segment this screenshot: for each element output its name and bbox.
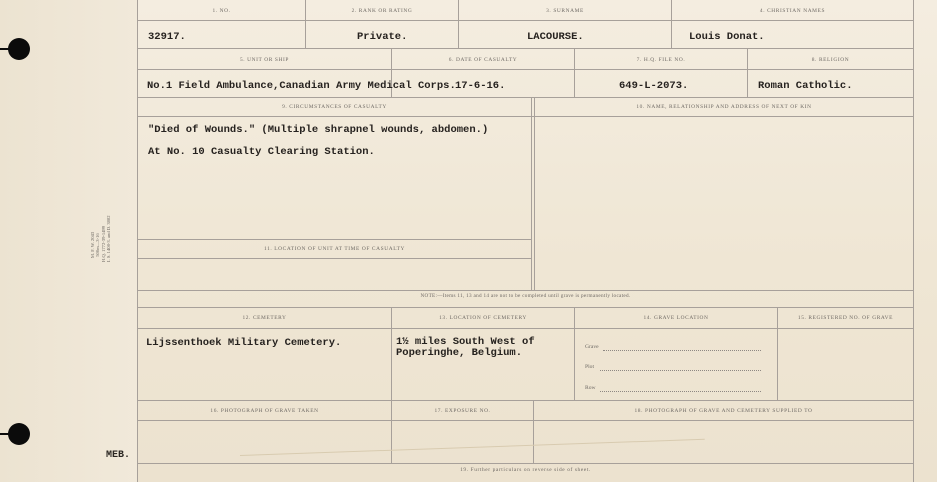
form-ref-line: M. F. W. 2043 [90,231,95,259]
punch-hole-bottom [8,423,30,445]
cemetery-location-line-2: Poperinghe, Belgium. [396,347,523,359]
plot-dotted-line [600,370,761,371]
grave-location-label: 14. GRAVE LOCATION [643,315,709,321]
photo-supplied-label: 18. PHOTOGRAPH OF GRAVE AND CEMETERY SUPPLIED TO [634,408,813,414]
file-no-label: 7. H.Q. FILE NO. [636,57,686,63]
registered-no-label: 15. REGISTERED NO. OF GRAVE [797,315,894,321]
frame-right [913,0,914,482]
exposure-no-label: 17. EXPOSURE NO. [434,408,491,414]
cemetery-label: 12. CEMETERY [242,315,287,321]
form-ref-line: I. S. 1408-3. and D. 3882 [106,215,112,262]
rule [137,400,914,401]
rule [747,48,748,97]
circumstances-label: 9. CIRCUMSTANCES OF CASUALTY [282,104,387,110]
completion-note: NOTE:—Items 11, 13 and 14 are not to be completed until grave is permanently located. [420,293,631,299]
rule [137,116,914,117]
rule [137,328,914,329]
clerk-initials: MEB. [106,450,131,461]
rule [137,258,532,259]
further-particulars: 19. Further particulars on reverse side of sheet. [460,467,591,473]
rule [137,69,914,70]
rule [137,97,914,98]
surname-label: 3. SURNAME [546,8,584,14]
christian-names-value: Louis Donat. [689,31,765,43]
circumstances-line-2: At No. 10 Casualty Clearing Station. [148,146,375,158]
grave-dotted-line [603,350,761,351]
rule [137,307,914,308]
rule [137,463,914,464]
form-reference [90,215,150,262]
rank-label: 2. RANK OR RATING [351,8,413,14]
rule [137,20,914,21]
row-dotted-line [600,391,761,392]
casualty-date-value: 17-6-16. [455,80,506,92]
pencil-stroke [240,439,705,456]
rank-value: Private. [357,31,408,43]
cemetery-location-label: 13. LOCATION OF CEMETERY [439,315,527,321]
row-field-label: Row [585,385,596,391]
grave-field-label: Grave [585,344,599,350]
rule [137,48,914,49]
photo-taken-label: 16. PHOTOGRAPH OF GRAVE TAKEN [210,408,319,414]
religion-label: 8. RELIGION [811,57,850,63]
next-of-kin-label: 10. NAME, RELATIONSHIP AND ADDRESS OF NEXT OF KIN [636,104,812,110]
plot-field-label: Plot [585,364,595,370]
circumstances-line-1: "Died of Wounds." (Multiple shrapnel wounds, abdomen.) [148,124,489,136]
rule [574,48,575,97]
unit-value: No.1 Field Ambulance,Canadian Army Medical Corps. [147,80,456,92]
no-label: 1. NO. [212,8,231,14]
christian-names-label: 4. CHRISTIAN NAMES [759,8,826,14]
regimental-number: 32917. [148,31,186,43]
form-ref-line: H.Q. 1772-39-1499 [100,225,106,262]
religion-value: Roman Catholic. [758,80,853,92]
form-ref-line: 500m—3-16 [95,233,101,257]
file-no-value: 649-L-2073. [619,80,689,92]
rule [137,420,914,421]
cemetery-value: Lijssenthoek Military Cemetery. [146,337,342,349]
rule [531,97,532,290]
rule [137,239,532,240]
location-of-unit-label: 11. LOCATION OF UNIT AT TIME OF CASUALTY [263,246,405,252]
surname-value: LACOURSE. [527,31,584,43]
date-label: 6. DATE OF CASUALTY [448,57,518,63]
unit-label: 5. UNIT OR SHIP [239,57,290,63]
cemetery-location-line-1: 1½ miles South West of [396,336,535,348]
rule [137,290,914,291]
punch-hole-top [8,38,30,60]
rule [534,97,535,290]
